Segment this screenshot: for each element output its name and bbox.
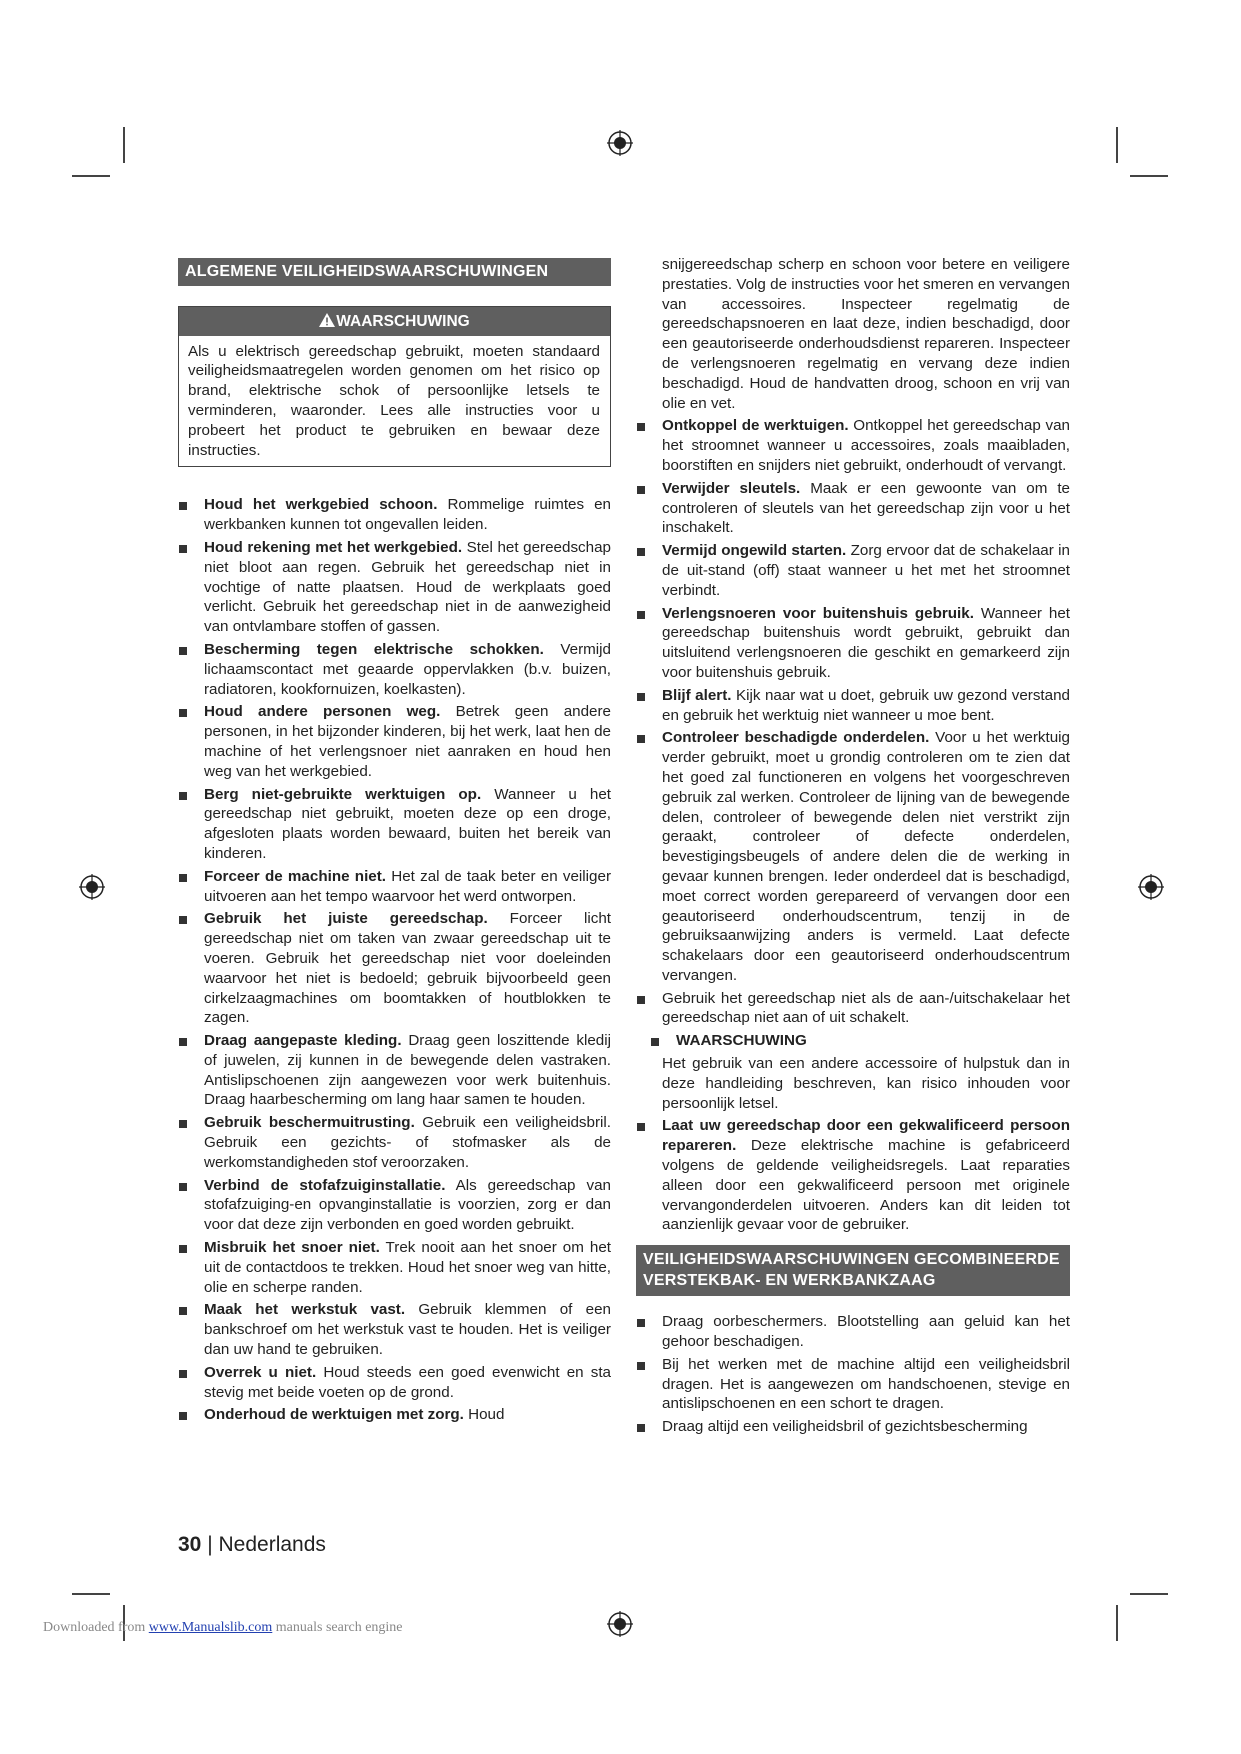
warning-heading	[179, 307, 610, 336]
item-text: Houd	[463, 1406, 505, 1424]
item-text: Ontkoppel het gereedschap van het stroomnet wanneer u accessoires, zoals maaibladen, boorstiften en snijders niet gebruikt, onderhoudt of vervangt.	[662, 417, 1070, 474]
list-item	[178, 1176, 611, 1235]
list-item	[178, 785, 611, 864]
list-item	[178, 1300, 611, 1359]
list-item	[178, 909, 611, 1028]
list-item	[178, 1405, 611, 1425]
warning-triangle-icon	[319, 313, 335, 327]
safety-list	[636, 1312, 1070, 1437]
crop-mark	[1116, 1605, 1118, 1641]
item-text: Wanneer het gereedschap buitenshuis wordt gebruikt, gebruikt dan uitsluitend verlengsnoeren die geschikt en gemarkeerd zijn voor buitenshuis gebruik.	[662, 604, 1070, 681]
list-item	[178, 1238, 611, 1297]
registration-mark-icon	[607, 130, 633, 156]
crop-mark	[123, 127, 125, 163]
item-text: Wanneer u het gereedschap niet gebruikt, moeten deze op een droge, afgesloten plaats worden bewaard, buiten het bereik van kinderen.	[204, 785, 611, 862]
warning-paragraph: Het gebruik van een andere accessoire of hulpstuk dan in deze handleiding beschreven, kan risico inhouden voor persoonlijk letsel.	[662, 1055, 1070, 1112]
item-heading: Gebruik het juiste gereedschap.	[204, 910, 488, 928]
list-item	[178, 867, 611, 907]
list-item	[178, 1113, 611, 1172]
item-text: Draag geen loszittende kledij of juwelen, zij kunnen in de bewegende delen vastraken. Antislipschoenen zijn aangewezen voor werk buitenhuis. Draag haarbescherming om lang haar samen te houden.	[204, 1032, 611, 1109]
left-column	[178, 258, 611, 1428]
registration-mark-icon	[607, 1611, 633, 1637]
list-item	[178, 1363, 611, 1403]
item-heading: Draag aangepaste kleding.	[204, 1032, 402, 1050]
crop-mark	[1116, 127, 1118, 163]
warning-title: WAARSCHUWING	[336, 312, 470, 330]
footer-language: Nederlands	[218, 1533, 326, 1556]
item-heading: Bescherming tegen elektrische schokken.	[204, 640, 544, 658]
crop-mark	[1130, 1593, 1168, 1595]
list-item	[636, 686, 1070, 726]
warning-box	[178, 306, 611, 468]
list-item	[636, 479, 1070, 538]
list-item	[178, 702, 611, 781]
section-heading: VEILIGHEIDSWAARSCHUWINGEN GECOMBINEERDE VERSTEKBAK- EN WERKBANKZAAG	[636, 1245, 1070, 1296]
item-heading: Ontkoppel de werktuigen.	[662, 417, 849, 435]
item-text: Stel het gereedschap niet bloot aan regen. Gebruik het gereedschap niet in vochtige of natte plaatsen. Houd de werkplaats goed verlicht. Gebruik het gereedschap niet in de aanwezigheid van ontvlambare stoffen of gassen.	[204, 538, 611, 636]
registration-mark-icon	[1138, 874, 1164, 900]
item-heading: Forceer de machine niet.	[204, 867, 387, 885]
crop-mark	[1130, 175, 1168, 177]
item-heading: Maak het werkstuk vast.	[204, 1301, 406, 1319]
item-heading: Vermijd ongewild starten.	[662, 542, 847, 560]
item-text: Voor u het werktuig verder gebruikt, moet u grondig controleren om te zien dat het goed zal functioneren en volgens het voorgeschreven gebruik zal werken. Controleer de lijning van de bewegende delen, controleer of bewegende delen niet verstrikt zijn geraakt, controleer of defecte onderdelen, bevestigingsbeugels of andere delen die de werking in gevaar kunnen brengen. Ieder onderdeel dat is beschadigd, moet correct worden gerepareerd of vervangen door een geautoriseerd onderhoudscentrum, tenzij in de gebruiksaanwijzing anders is vermeld. Laat defecte schakelaars door een geautoriseerd onderhoudscentrum vervangen.	[662, 729, 1070, 984]
item-heading: Houd rekening met het werkgebied.	[204, 538, 463, 556]
list-item	[636, 1116, 1070, 1235]
item-text: Kijk naar wat u doet, gebruik uw gezond verstand en gebruik het werktuig niet wanneer u moe bent.	[662, 686, 1070, 724]
list-item	[178, 538, 611, 637]
item-heading: Overrek u niet.	[204, 1363, 317, 1381]
item-heading: Verwijder sleutels.	[662, 479, 801, 497]
safety-list	[178, 495, 611, 1425]
item-heading: Blijf alert.	[662, 686, 732, 704]
continued-paragraph: snijgereedschap scherp en schoon voor betere en veiligere prestaties. Volg de instructies voor het smeren en vervangen van accessoires. Inspecteer regelmatig de gereedschapsnoeren en laat deze, indien beschadigd, door een geautoriseerde onderhoudsdienst repareren. Inspecteer de verlengsnoeren regelmatig en vervang deze indien beschadigd. Houd de handvatten droog, schoon en vrij van olie en vet.	[662, 256, 1070, 412]
item-text: Vermijd lichaamscontact met geaarde oppervlakken (b.v. buizen, radiatoren, kookfornuizen, koelkasten).	[204, 640, 611, 698]
item-heading: Misbruik het snoer niet.	[204, 1239, 380, 1257]
item-text: Gebruik een veiligheidsbril. Gebruik een gezichts- of stofmasker als de werkomstandigheden stof veroorzaken.	[204, 1114, 611, 1171]
item-text: Houd steeds een goed evenwicht en sta stevig met beide voeten op de grond.	[204, 1363, 611, 1401]
page-number: 30	[178, 1533, 202, 1556]
item-text: Forceer licht gereedschap niet om taken van zwaar gereedschap uit te voeren. Gebruik het gereedschap niet voor doeleinden waarvoor het niet is bedoeld; gebruik bijvoorbeeld geen cirkelzaagmachines om boomtakken of houtblokken te zagen.	[204, 910, 611, 1027]
item-text: Maak er een gewoonte van om te controleren of sleutels van het gereedschap zijn voor u het inschakelt.	[662, 479, 1070, 537]
safety-list	[636, 416, 1070, 1028]
item-text: Gebruik klemmen of een bankschroef om het werkstuk vast te houden. Het is veiliger dan uw hand te gebruiken.	[204, 1301, 611, 1359]
download-notice	[43, 1620, 403, 1636]
item-heading: Verlengsnoeren voor buitenshuis gebruik.	[662, 604, 974, 622]
list-item	[636, 728, 1070, 985]
item-heading: Verbind de stofafzuiginstallatie.	[204, 1176, 446, 1194]
safety-list	[636, 1116, 1070, 1235]
item-heading: Gebruik beschermuitrusting.	[204, 1114, 415, 1132]
item-heading: Berg niet-gebruikte werktuigen op.	[204, 785, 482, 803]
item-heading: Controleer beschadigde onderdelen.	[662, 729, 930, 747]
list-item: Bij het werken met de machine altijd een veiligheidsbril dragen. Het is aangewezen om handschoenen, stevige en antislipschoenen en een schort te dragen.	[636, 1355, 1070, 1414]
list-item	[636, 541, 1070, 600]
item-text: Zorg ervoor dat de schakelaar in de uit-stand (off) staat wanneer u het met het stroomnet verbindt.	[662, 542, 1070, 599]
page-footer	[178, 1533, 326, 1557]
footer-separator: |	[207, 1533, 213, 1556]
download-suffix: manuals search engine	[275, 1620, 403, 1635]
registration-mark-icon	[79, 874, 105, 900]
item-heading: Laat uw gereedschap door een gekwalificeerd persoon repareren.	[662, 1117, 1070, 1155]
item-text: Gebruik het gereedschap niet als de aan-/uitschakelaar het gereedschap niet aan of uit schakelt.	[662, 989, 1070, 1027]
list-item	[178, 1031, 611, 1110]
right-column	[636, 255, 1070, 1440]
crop-mark	[72, 1593, 110, 1595]
download-prefix: Downloaded from	[43, 1620, 146, 1635]
section-heading: ALGEMENE VEILIGHEIDSWAARSCHUWINGEN	[178, 258, 611, 286]
warning-subheading: WAARSCHUWING	[636, 1031, 1070, 1051]
list-item: Draag oorbeschermers. Blootstelling aan geluid kan het gehoor beschadigen.	[636, 1312, 1070, 1352]
manualslib-link[interactable]: www.Manualslib.com	[148, 1620, 273, 1635]
list-item	[178, 495, 611, 535]
item-heading: Houd het werkgebied schoon.	[204, 496, 438, 514]
item-text: Trek nooit aan het snoer om het uit de contactdoos te trekken. Houd het snoer weg van hitte, olie en scherpe randen.	[204, 1239, 611, 1296]
item-heading: Houd andere personen weg.	[204, 703, 441, 721]
item-text: Betrek geen andere personen, in het bijzonder kinderen, bij het werk, laat hen de machine of het verlengsnoer niet aanraken en houd hen weg van het werkgebied.	[204, 703, 611, 780]
list-item	[178, 640, 611, 699]
list-item	[636, 604, 1070, 683]
crop-mark	[72, 175, 110, 177]
item-heading: Onderhoud de werktuigen met zorg.	[204, 1406, 464, 1424]
item-text: Als gereedschap van stofafzuiging-en opvanginstallatie is voorzien, zorg er dan voor dat deze zijn verbonden en goed worden gebruikt.	[204, 1176, 611, 1234]
list-item	[636, 416, 1070, 475]
item-text: Het zal de taak beter en veiliger uitvoeren aan het tempo waarvoor het werd ontworpen.	[204, 867, 611, 905]
list-item: Draag altijd een veiligheidsbril of gezichtsbescherming	[636, 1417, 1070, 1437]
warning-text: Als u elektrisch gereedschap gebruikt, moeten standaard veiligheidsmaatregelen worden genomen om het risico op brand, elektrische schok of persoonlijke letsels te verminderen, waaronder. Lees alle instructies voor u probeert het product te gebruiken en bewaar deze instructies.	[188, 342, 600, 459]
list-item	[636, 989, 1070, 1029]
item-text: Deze elektrische machine is gefabriceerd volgens de geldende veiligheidsregels. Laat reparaties alleen door een gekwalificeerd persoon met originele vervangonderdelen uitvoeren. Anders kan dit leiden tot aanzienlijk gevaar voor de gebruiker.	[662, 1137, 1070, 1234]
item-text: Rommelige ruimtes en werkbanken kunnen tot ongevallen leiden.	[204, 496, 611, 534]
